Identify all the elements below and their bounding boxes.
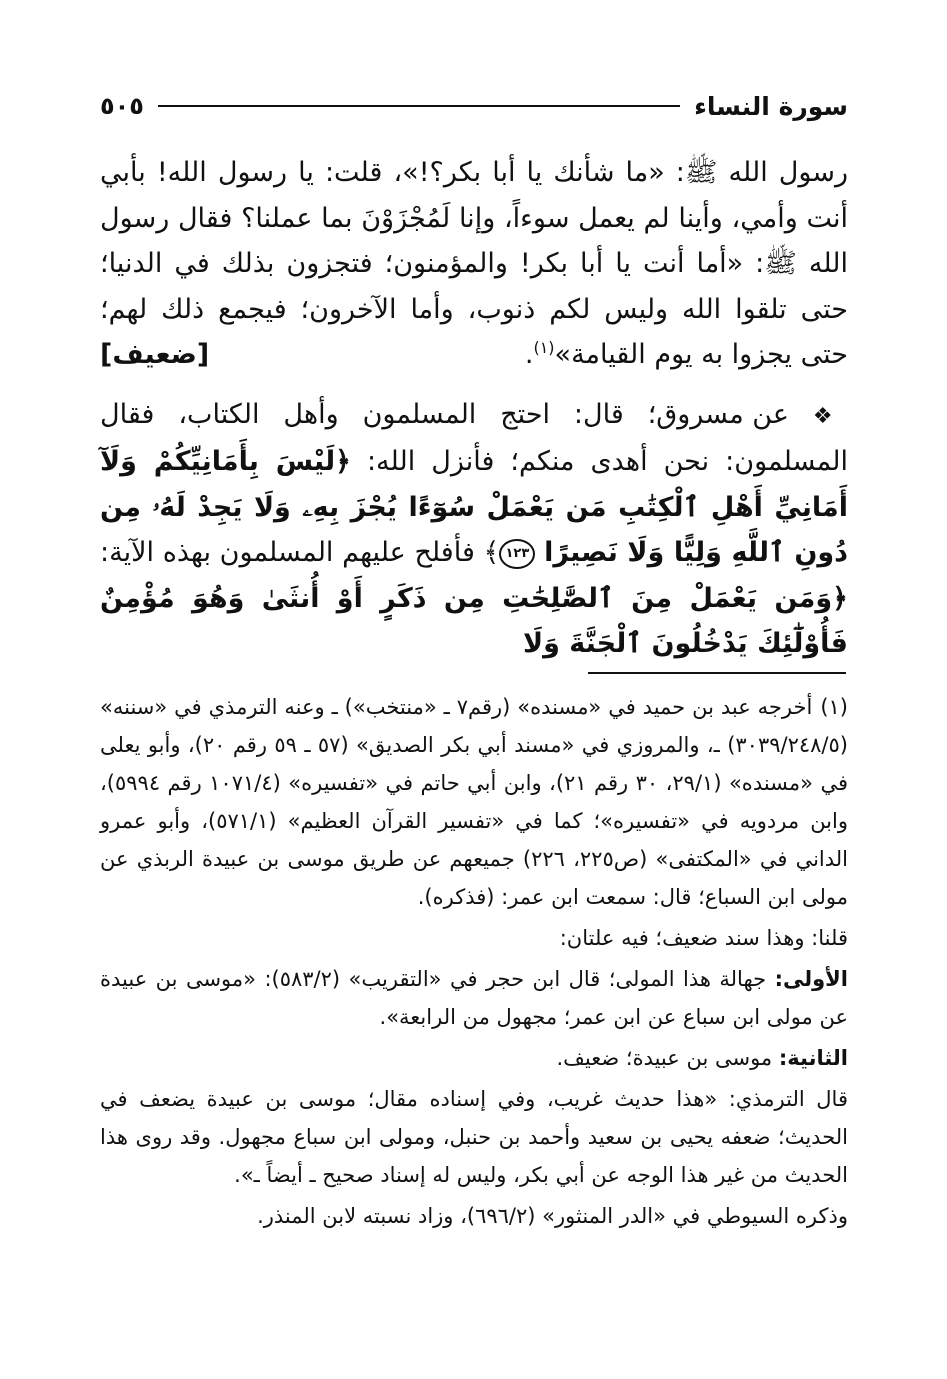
hadith-paragraph — [100, 150, 848, 378]
page-number: ٥٠٥ — [100, 92, 144, 120]
tirmidhi-comment: قال الترمذي: «هذا حديث غريب، وفي إسناده مقال؛ موسى بن عبيدة يضعف في الحديث؛ ضعفه يحيى بن سعيد وأحمد بن حنبل، ومولى ابن سباع مجهول. وقد روى هذا الحديث من غير هذا الوجه عن أبي بكر، وليس له إسناد صحيح ـ أيضاً ـ». — [100, 1087, 848, 1187]
hadith-text: رسول الله ﷺ: «ما شأنك يا أبا بكر؟!»، قلت: يا رسول الله! بأبي أنت وأمي، وأينا لم يعمل سوءاً، وإنا لَمُجْزَوْنَ بما عملنا؟ فقال رسول الله ﷺ: «أما أنت يا أبا بكر! والمؤمنون؛ فتجزون بذلك في الدنيا؛ حتى تلقوا الله وليس لكم ذنوب، وأما الآخرون؛ فيجمع ذلك لهم؛ حتى يجزوا به يوم القيامة» — [100, 157, 848, 370]
footnote-text: أخرجه عبد بن حميد في «مسنده» (رقم٧ ـ «منتخب») ـ وعنه الترمذي في «سننه» (٣٠٣٩/٢٤٨/٥) ـ، والمروزي في «مسند أبي بكر الصديق» (٥٧ ـ ٥٩ رقم ٢٠)، وأبو يعلى في «مسنده» (٢٩/١، ٣٠ رقم ٢١)، وابن أبي حاتم في «تفسيره» (١٠٧١/٤ رقم ٥٩٩٤)، وابن مردويه في «تفسيره»؛ كما في «تفسير القرآن العظيم» (٥٧١/١)، وأبو عمرو الداني في «المكتفى» (ص٢٢٥، ٢٢٦) جميعهم عن طريق موسى بن عبيدة الربذي عن مولى ابن السباع؛ قال: سمعت ابن عمر: (فذكره). — [100, 695, 849, 909]
quran-verse-1: ﴿لَيْسَ بِأَمَانِيِّكُمْ وَلَآ أَمَانِيِّ أَهْلِ ٱلْكِتَٰبِ مَن يَعْمَلْ سُوٓءًا يُجْزَ بِهِۦ وَلَا يَجِدْ لَهُۥ مِن دُونِ ٱللَّهِ وَلِيًّا وَلَا نَصِيرًا — [100, 446, 849, 568]
suyuti-note: وذكره السيوطي في «الدر المنثور» (٦٩٦/٢)، وزاد نسبته لابن المنذر. — [257, 1204, 848, 1228]
surah-title: سورة النساء — [694, 91, 848, 121]
second-defect-label: الثانية: — [778, 1046, 848, 1070]
narration-intro: عن مسروق؛ قال: احتج المسلمون وأهل الكتاب، فقال المسلمون: نحن أهدى منكم؛ فأنزل الله: — [100, 398, 848, 477]
sentence-end: . — [524, 339, 534, 370]
grade-label: [ضعيف] — [100, 339, 210, 370]
footnote-ref: (١) — [533, 338, 555, 357]
first-defect-label: الأولى: — [774, 967, 848, 991]
first-defect-text: جهالة هذا المولى؛ قال ابن حجر في «التقريب» (٥٨٣/٢): «موسى بن عبيدة عن مولى ابن سباع عن ابن عمر؛ مجهول من الرابعة». — [100, 967, 848, 1029]
footnote-separator — [588, 672, 846, 674]
second-defect-text: موسى بن عبيدة؛ ضعيف. — [556, 1046, 773, 1070]
masruq-paragraph — [100, 392, 848, 667]
page-header — [100, 86, 848, 126]
second-defect — [100, 1039, 848, 1077]
diamond-marker-icon: ❖ — [812, 403, 848, 429]
weakness-intro: قلنا: وهذا سند ضعيف؛ فيه علتان: — [559, 926, 848, 950]
footnotes — [100, 688, 848, 1235]
footnote-1 — [100, 688, 848, 916]
main-text — [100, 150, 848, 667]
narration-middle: ﴾ فأفلح عليهم المسلمون بهذه الآية: — [100, 537, 500, 568]
first-defect — [100, 960, 848, 1036]
header-rule — [158, 105, 680, 107]
footnote-number: (١) — [820, 695, 848, 719]
quran-verse-2: ﴿وَمَن يَعْمَلْ مِنَ ٱلصَّٰلِحَٰتِ مِن ذَكَرٍ أَوْ أُنثَىٰ وَهُوَ مُؤْمِنٌ فَأُوْلَٰٓئِكَ يَدْخُلُونَ ٱلْجَنَّةَ وَلَا — [100, 582, 848, 659]
ayah-number-marker: ١٢٣ — [499, 539, 535, 569]
